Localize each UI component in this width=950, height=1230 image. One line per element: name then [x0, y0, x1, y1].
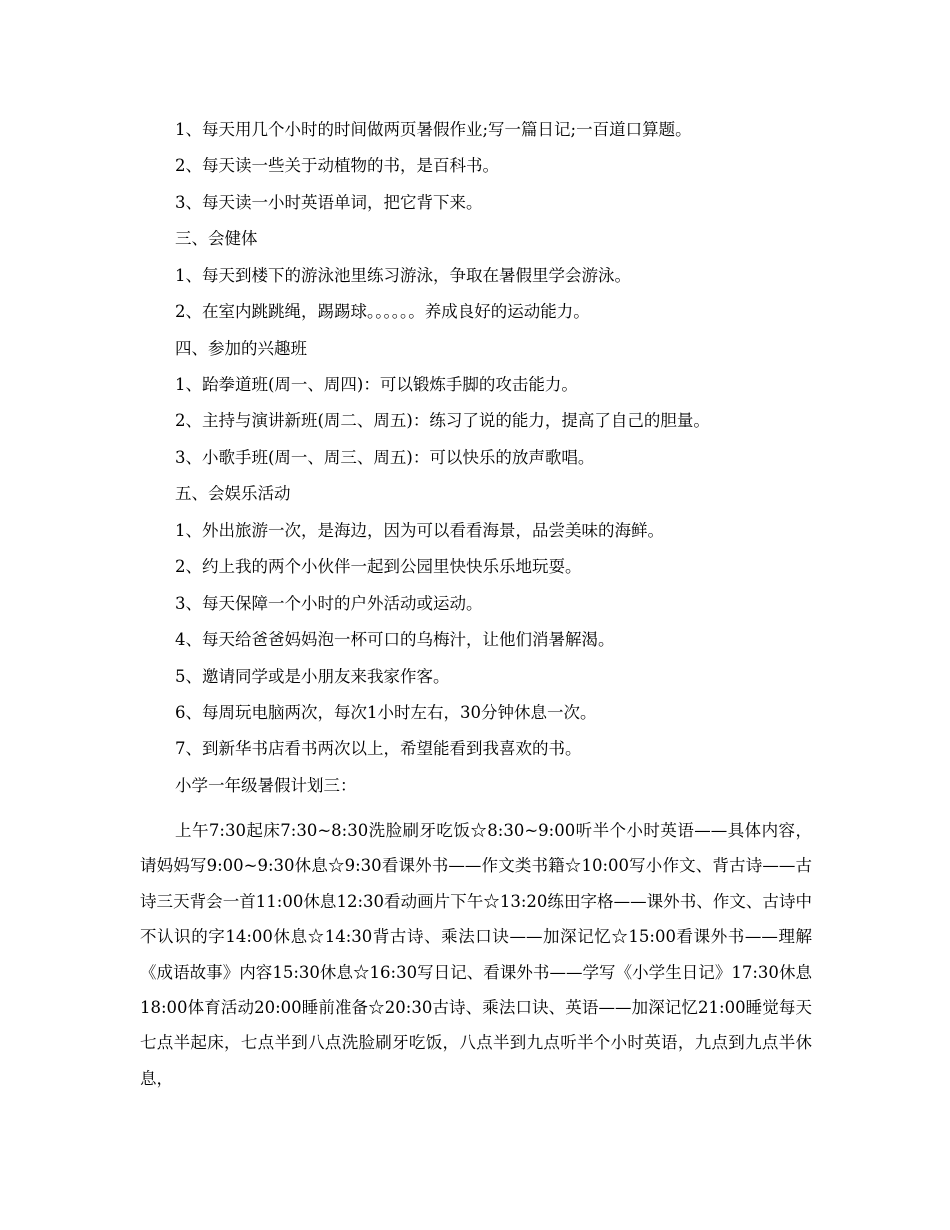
text-line: 2、约上我的两个小伙伴一起到公园里快快乐乐地玩耍。 [175, 557, 582, 576]
schedule-paragraph: 上午7:30起床7:30~8:30洗脸刷牙吃饭☆8:30~9:00听半个小时英语——具体内容，请妈妈写9:00~9:30休息☆9:30看课外书——作文类书籍☆10:00写小作文、背古诗——古诗三天背会一首11:00休息12:30看动画片下午☆13:20练田字格——课外书、作文、古诗中不认识的字14:00休息☆14:30背古诗、乘法口诀——加深记忆☆15:00看课外书——理解《成语故事》内容15:30休息☆16:30写日记、看课外书——学写《小学生日记》17:30休息18:00体育活动20:00睡前准备☆20:30古诗、乘法口诀、英语——加深记忆21:00睡觉每天七点半起床，七点半到八点洗脸刷牙吃饭，八点半到九点听半个小时英语，九点到九点半休息， [140, 821, 812, 1088]
section-heading: 五、会娱乐活动 [175, 484, 291, 503]
text-line: 1、每天到楼下的游泳池里练习游泳，争取在暑假里学会游泳。 [175, 266, 631, 285]
section-heading: 四、参加的兴趣班 [175, 339, 307, 358]
text-line: 1、外出旅游一次，是海边，因为可以看看海景，品尝美味的海鲜。 [175, 521, 664, 540]
text-line: 3、每天保障一个小时的户外活动或运动。 [175, 594, 483, 613]
text-line: 7、到新华书店看书两次以上，希望能看到我喜欢的书。 [175, 739, 582, 758]
text-line: 2、每天读一些关于动植物的书，是百科书。 [175, 156, 499, 175]
text-line: 1、跆拳道班(周一、周四)：可以锻炼手脚的攻击能力。 [175, 375, 578, 394]
text-line: 2、在室内跳跳绳，踢踢球。。。。。。养成良好的运动能力。 [175, 302, 590, 321]
text-line: 6、每周玩电脑两次，每次1小时左右，30分钟休息一次。 [175, 703, 597, 722]
text-line: 1、每天用几个小时的时间做两页暑假作业;写一篇日记;一百道口算题。 [175, 120, 692, 139]
section-heading: 小学一年级暑假计划三： [175, 776, 357, 795]
text-line: 3、每天读一小时英语单词，把它背下来。 [175, 193, 483, 212]
section-heading: 三、会健体 [175, 229, 258, 248]
text-line: 3、小歌手班(周一、周三、周五)：可以快乐的放声歌唱。 [175, 448, 595, 467]
text-line: 2、主持与演讲新班(周二、周五)：练习了说的能力，提高了自己的胆量。 [175, 411, 710, 430]
text-line: 5、邀请同学或是小朋友来我家作客。 [175, 667, 450, 686]
text-line: 4、每天给爸爸妈妈泡一杯可口的乌梅汁，让他们消暑解渴。 [175, 630, 615, 649]
